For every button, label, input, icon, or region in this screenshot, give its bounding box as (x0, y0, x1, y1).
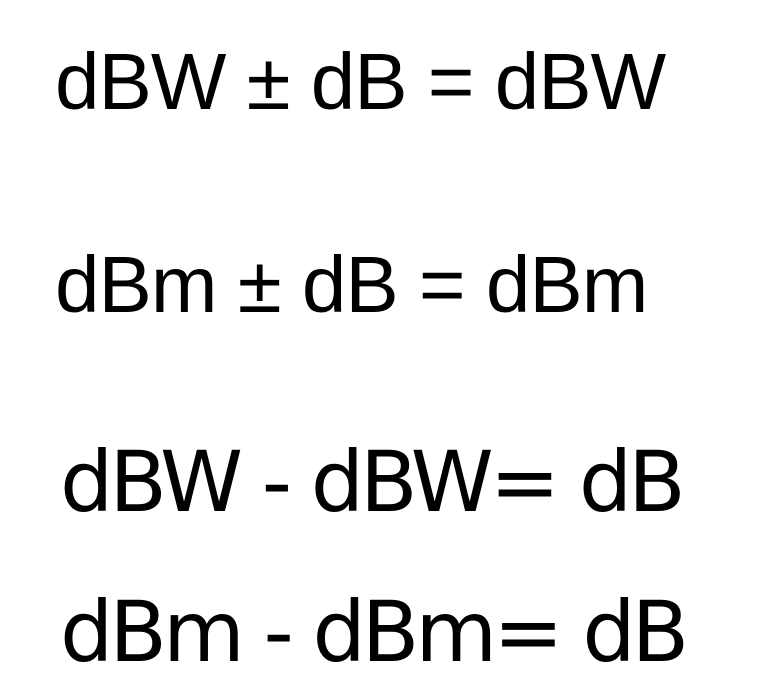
equation-dbm-plus-minus-db: dBm ± dB = dBm (55, 240, 648, 329)
equation-dbw-plus-minus-db: dBW ± dB = dBW (55, 37, 666, 126)
equation-dbm-minus-dbm: dBm - dBm= dB (60, 583, 686, 681)
equation-dbw-minus-dbw: dBW - dBW= dB (60, 433, 682, 531)
